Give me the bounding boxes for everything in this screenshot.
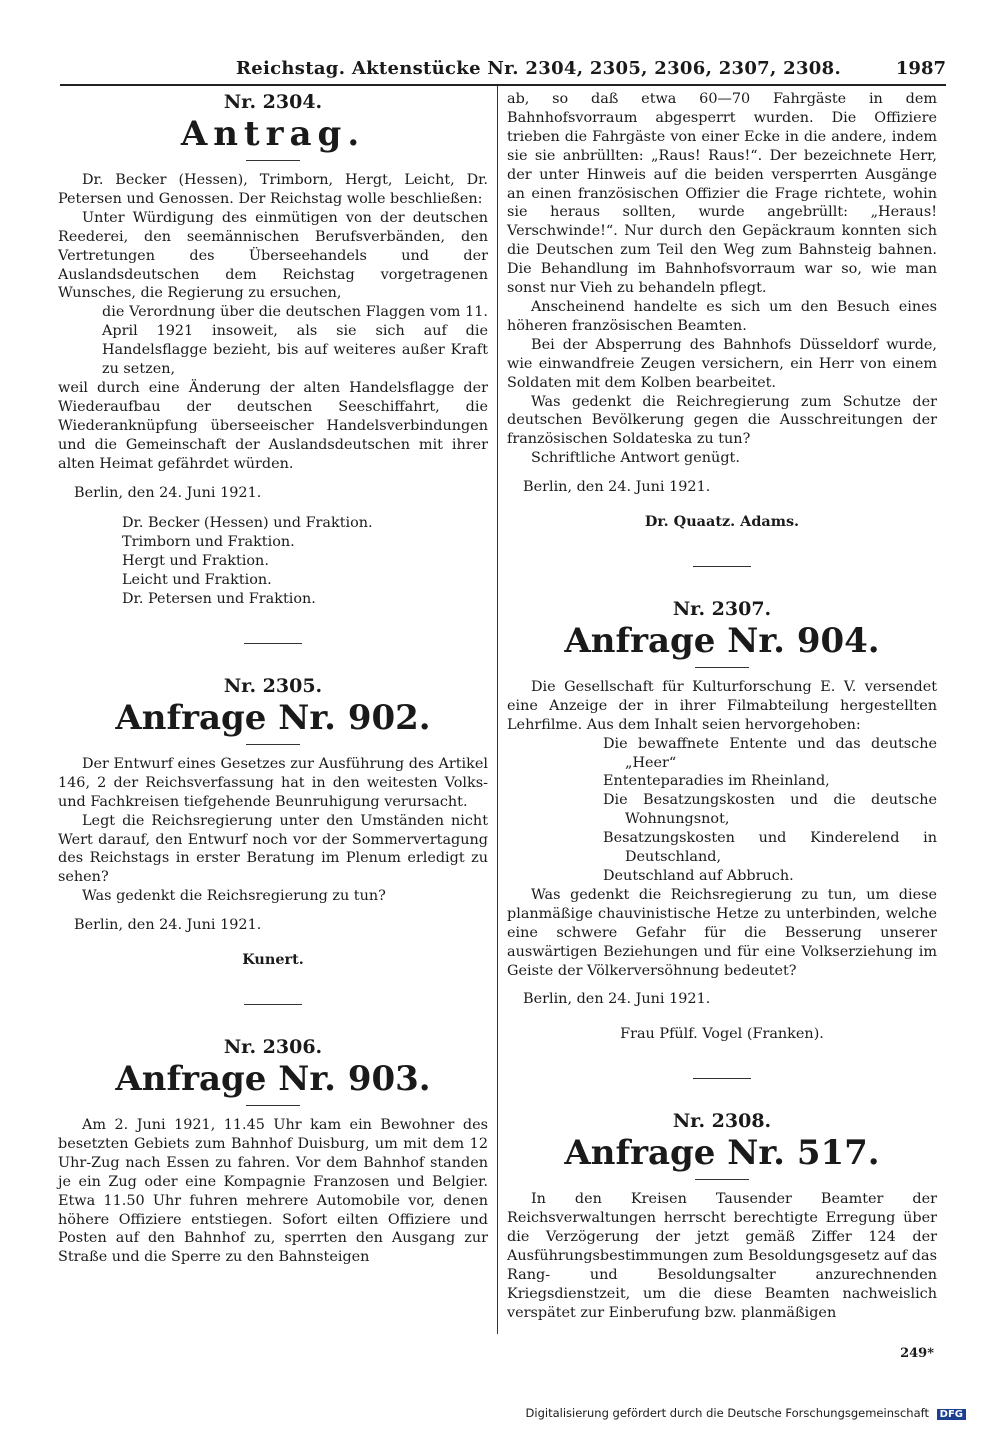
signatory: Hergt und Fraktion. bbox=[122, 553, 269, 570]
dfg-logo-icon: DFG bbox=[937, 1409, 966, 1420]
paragraph: Die Gesellschaft für Kulturforschung E. V. versendet eine Anzeige der in ihrer Filmabteilung hergestellten Lehrfilme. Aus dem Inhalt seien hervorgehoben: bbox=[507, 678, 937, 733]
doc-number: Nr. 2307. bbox=[672, 597, 772, 620]
paragraph: ab, so daß etwa 60—70 Fahrgäste in dem Bahnhofsvorraum abgesperrt wurden. Die Offiziere trieben die Fahrgäste von einer Ecke in die andere, indem sie sie anbrüllten: „Raus! Raus!“. Der bezeichnete Herr, der unter Hinweis auf die beiden versperrten Ausgänge an einen französischen Offizier die Frage richtete, wohin sie heraus sollten, wurde angebrüllt: „Heraus! Verschwinde!“. Nur durch den Gepäckraum konnten sich die Deutschen zum Teil den Weg zum Bahnsteig bahnen. Die Behandlung im Bahnhofsvorraum war so, wie man sonst nur Vieh zu behandeln pflegt. bbox=[507, 91, 937, 297]
digitization-credit: Digitalisierung gefördert durch die Deutsche Forschungsgemeinschaft bbox=[525, 1406, 929, 1420]
right-column bbox=[507, 90, 937, 1323]
doc-number: Nr. 2306. bbox=[223, 1036, 323, 1058]
paragraph: Was gedenkt die Reichsregierung zu tun, um diese planmäßige chauvinistische Hetze zu unterbinden, welche eine schwere Gefahr für die Besserung unserer auswärtigen Beziehungen und für eine Volkserziehung im Geiste der Völkerversöhnung bedeutet? bbox=[507, 886, 937, 979]
signatory-list bbox=[58, 514, 488, 609]
title-rule bbox=[246, 1105, 300, 1106]
document-2305 bbox=[58, 674, 488, 970]
doc-number: Nr. 2308. bbox=[672, 1110, 772, 1133]
signatory: Trimborn und Fraktion. bbox=[122, 534, 295, 551]
date-line: Berlin, den 24. Juni 1921. bbox=[523, 991, 711, 1008]
header-rule bbox=[60, 84, 946, 86]
date-line: Berlin, den 24. Juni 1921. bbox=[74, 917, 262, 934]
signatory: Dr. Petersen und Fraktion. bbox=[122, 591, 316, 608]
list-item: Ententeparadies im Rheinland, bbox=[603, 773, 830, 790]
left-column bbox=[58, 90, 488, 1267]
list-item: Besatzungskosten und Kinderelend in Deutschland, bbox=[603, 830, 937, 866]
list-item: Die Besatzungskosten und die deutsche Wohnungsnot, bbox=[603, 792, 937, 828]
signature: Frau Pfülf. Vogel (Franken). bbox=[620, 1026, 824, 1043]
column-divider bbox=[497, 86, 498, 1334]
paragraph: Was gedenkt die Reichregierung zum Schutze der deutschen Bevölkerung gegen die Ausschreitungen der französischen Soldateska zu tun? bbox=[507, 393, 937, 448]
doc-title: Anfrage Nr. 903. bbox=[115, 1059, 431, 1099]
section-separator bbox=[244, 643, 302, 644]
paragraph: Der Entwurf eines Gesetzes zur Ausführung des Artikel 146, 2 der Reichsverfassung hat in den weitesten Volks- und Fachkreisen tiefgehende Beunruhigung verursacht. bbox=[58, 755, 488, 810]
paragraph: Schriftliche Antwort genügt. bbox=[531, 450, 740, 467]
motion-intro: Dr. Becker (Hessen), Trimborn, Hergt, Leicht, Dr. Petersen und Genossen. Der Reichstag wolle beschließen: bbox=[58, 172, 488, 207]
doc-title: Anfrage Nr. 517. bbox=[564, 1133, 880, 1174]
title-rule bbox=[695, 667, 749, 668]
section-separator bbox=[244, 1004, 302, 1005]
document-2306 bbox=[58, 1035, 488, 1267]
signatory: Dr. Becker (Hessen) und Fraktion. bbox=[122, 515, 373, 532]
paragraph: In den Kreisen Tausender Beamter der Reichsverwaltungen herrscht berechtigte Erregung über die Verzögerung der jetzt gemäß Ziffer 124 der Ausführungsbestimmungen zum Besoldungsgesetz auf das Rang- und Besoldungsalter anzurechnenden Kriegsdienstzeit, um die diese Beamten nachweislich verspätet zur Einberufung bzw. planmäßigen bbox=[507, 1191, 937, 1321]
paragraph: Unter Würdigung des einmütigen von der deutschen Reederei, den seemännischen Berufsverbänden, den Vertretungen des Überseehandels und der Auslandsdeutschen dem Reichstag vorgetragenen Wunsches, die Regierung zu ersuchen, bbox=[58, 209, 488, 302]
date-line: Berlin, den 24. Juni 1921. bbox=[523, 479, 711, 496]
title-rule bbox=[695, 1179, 749, 1180]
paragraph: Bei der Absperrung des Bahnhofs Düsseldorf wurde, wie einwandfreie Zeugen versichern, ein Herr von einem Soldaten mit dem Kolben bearbeitet. bbox=[507, 336, 937, 391]
paragraph: weil durch eine Änderung der alten Handelsflagge der Wiederaufbau der deutschen Seeschiffahrt, die Wiederanknüpfung überseeischer Handelsverbindungen und die Gemeinschaft der Auslandsdeutschen mit ihrer alten Heimat gefährdet würden. bbox=[58, 379, 488, 472]
document-2308 bbox=[507, 1109, 937, 1322]
page-number: 1987 bbox=[895, 58, 946, 79]
doc-number: Nr. 2304. bbox=[223, 91, 323, 113]
section-separator bbox=[693, 566, 751, 567]
paragraph: Anscheinend handelte es sich um den Besuch eines höheren französischen Beamten. bbox=[507, 298, 937, 334]
document-2307 bbox=[507, 597, 937, 1044]
running-title: Reichstag. Aktenstücke Nr. 2304, 2305, 2306, 2307, 2308. bbox=[236, 58, 842, 79]
section-separator bbox=[693, 1078, 751, 1079]
doc-title: Anfrage Nr. 902. bbox=[115, 697, 431, 738]
paragraph: Legt die Reichsregierung unter den Umständen nicht Wert darauf, den Entwurf noch vor der Sommervertagung des Reichstags in erster Beratung im Plenum erledigt zu sehen? bbox=[58, 812, 488, 886]
doc-number: Nr. 2305. bbox=[223, 674, 323, 697]
signature: Dr. Quaatz. Adams. bbox=[644, 513, 800, 531]
running-header bbox=[60, 58, 946, 84]
document-2306-continued bbox=[507, 90, 937, 532]
doc-title: Antrag. bbox=[180, 114, 366, 154]
paragraph: die Verordnung über die deutschen Flaggen vom 11. April 1921 insoweit, als sie sich auf die Handelsflagge bezieht, bis auf weiteres außer Kraft zu setzen, bbox=[102, 304, 488, 378]
document-2304 bbox=[58, 90, 488, 609]
paragraph: Was gedenkt die Reichsregierung zu tun? bbox=[82, 888, 386, 905]
paragraph: Am 2. Juni 1921, 11.45 Uhr kam ein Bewohner des besetzten Gebiets zum Bahnhof Duisburg, um mit dem 12 Uhr-Zug nach Essen zu fahren. Vor dem Bahnhof standen je ein Zug oder eine Kompagnie Franzosen und Belgier. Etwa 11.50 Uhr fuhren mehrere Automobile vor, denen höhere Offiziere entstiegen. Sofort eilten Offiziere und Posten auf den Bahnhof zu, sperrten den Ausgang zur Straße und die Sperre zu den Bahnsteigen bbox=[58, 1117, 488, 1266]
signature: Kunert. bbox=[242, 951, 304, 969]
doc-title: Anfrage Nr. 904. bbox=[564, 620, 880, 661]
date-line: Berlin, den 24. Juni 1921. bbox=[74, 484, 262, 501]
list-item: Deutschland auf Abbruch. bbox=[603, 868, 794, 884]
footer bbox=[60, 1406, 966, 1420]
title-rule bbox=[246, 744, 300, 745]
list-item: Die bewaffnete Entente und das deutsche „Heer“ bbox=[603, 735, 937, 771]
signatory: Leicht und Fraktion. bbox=[122, 572, 272, 589]
film-list bbox=[507, 735, 937, 886]
title-rule bbox=[246, 160, 300, 161]
sheet-mark: 249* bbox=[900, 1346, 934, 1361]
